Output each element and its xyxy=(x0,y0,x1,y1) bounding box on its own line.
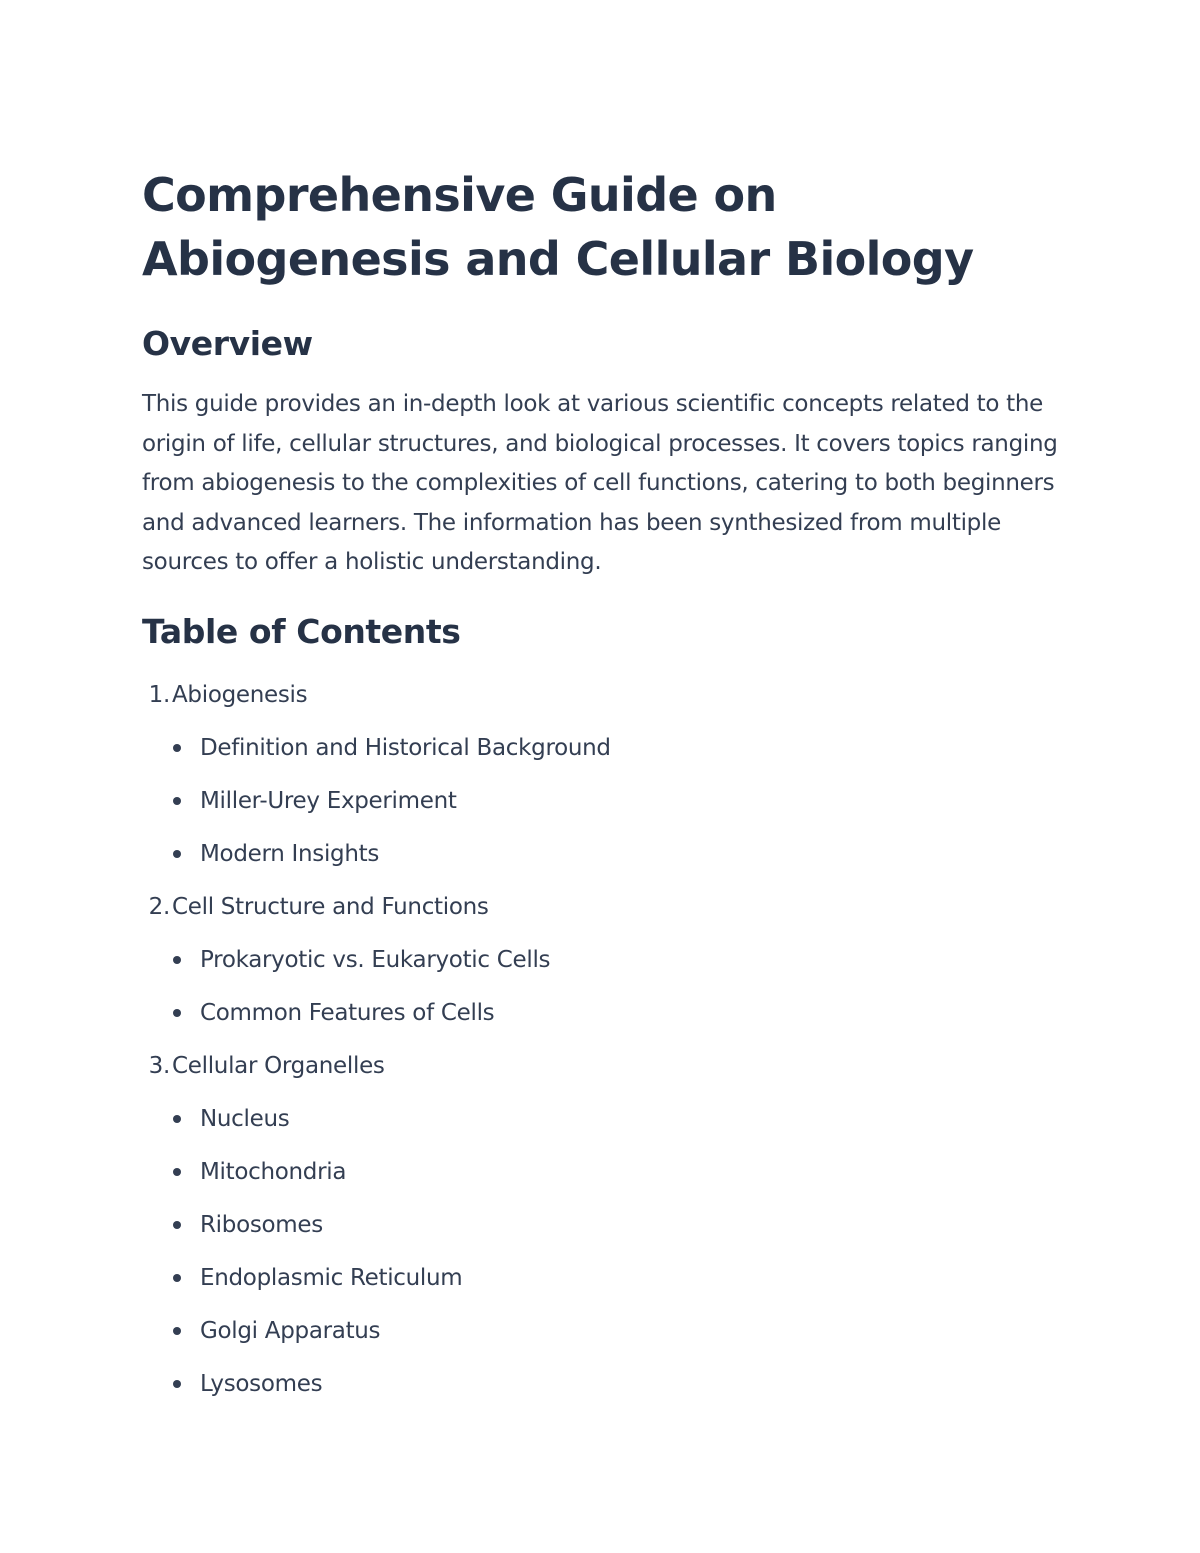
toc-section-organelles xyxy=(142,1050,1072,1421)
toc-section-cell-structure xyxy=(142,891,1072,1050)
toc-section-number: 1. xyxy=(148,681,170,708)
list-item xyxy=(142,838,1072,891)
list-item xyxy=(142,732,1072,785)
bullet-icon xyxy=(173,1380,181,1388)
bullet-icon xyxy=(173,797,181,805)
list-item xyxy=(142,997,1072,1050)
bullet-icon xyxy=(173,1221,181,1229)
document-page xyxy=(142,163,1072,1421)
list-item-label: Endoplasmic Reticulum xyxy=(200,1264,463,1291)
list-item xyxy=(142,1156,1072,1209)
list-item-label: Modern Insights xyxy=(200,840,380,867)
list-item xyxy=(142,944,1072,997)
list-item-label: Definition and Historical Background xyxy=(200,734,611,761)
overview-paragraph: This guide provides an in-depth look at various scientific concepts related to the origin of life, cellular structures, and biological processes. It covers topics ranging from abiogenesis to the complexities of cell functions, catering to both beginners and advanced learners. The information has been synthesized from multiple sources to offer a holistic understanding. xyxy=(142,391,1058,575)
bullet-icon xyxy=(173,1327,181,1335)
toc-section-label: Cellular Organelles xyxy=(172,1052,385,1079)
document-title: Comprehensive Guide on Abiogenesis and Cellular Biology xyxy=(142,168,974,286)
list-item xyxy=(142,1315,1072,1368)
list-item xyxy=(142,1368,1072,1421)
list-item xyxy=(142,785,1072,838)
list-item xyxy=(142,1262,1072,1315)
list-item xyxy=(142,1103,1072,1156)
bullet-icon xyxy=(173,1009,181,1017)
toc-subsection-list xyxy=(142,1103,1072,1421)
toc-section-number: 3. xyxy=(148,1052,170,1079)
toc-section-label: Cell Structure and Functions xyxy=(172,893,489,920)
list-item-label: Common Features of Cells xyxy=(200,999,495,1026)
toc-subsection-list xyxy=(142,732,1072,891)
toc-section-abiogenesis xyxy=(142,679,1072,891)
overview-heading: Overview xyxy=(142,324,313,363)
bullet-icon xyxy=(173,850,181,858)
list-item-label: Golgi Apparatus xyxy=(200,1317,381,1344)
bullet-icon xyxy=(173,956,181,964)
list-item-label: Mitochondria xyxy=(200,1158,347,1185)
bullet-icon xyxy=(173,1274,181,1282)
list-item xyxy=(142,1209,1072,1262)
list-item-label: Miller-Urey Experiment xyxy=(200,787,457,814)
list-item-label: Lysosomes xyxy=(200,1370,323,1397)
list-item-label: Prokaryotic vs. Eukaryotic Cells xyxy=(200,946,551,973)
toc-heading: Table of Contents xyxy=(142,611,461,651)
list-item-label: Ribosomes xyxy=(200,1211,323,1238)
bullet-icon xyxy=(173,1115,181,1123)
list-item-label: Nucleus xyxy=(200,1105,290,1132)
toc-subsection-list xyxy=(142,944,1072,1050)
table-of-contents xyxy=(142,679,1072,1421)
toc-section-number: 2. xyxy=(148,893,170,920)
bullet-icon xyxy=(173,1168,181,1176)
toc-section-label: Abiogenesis xyxy=(172,681,308,708)
bullet-icon xyxy=(173,744,181,752)
